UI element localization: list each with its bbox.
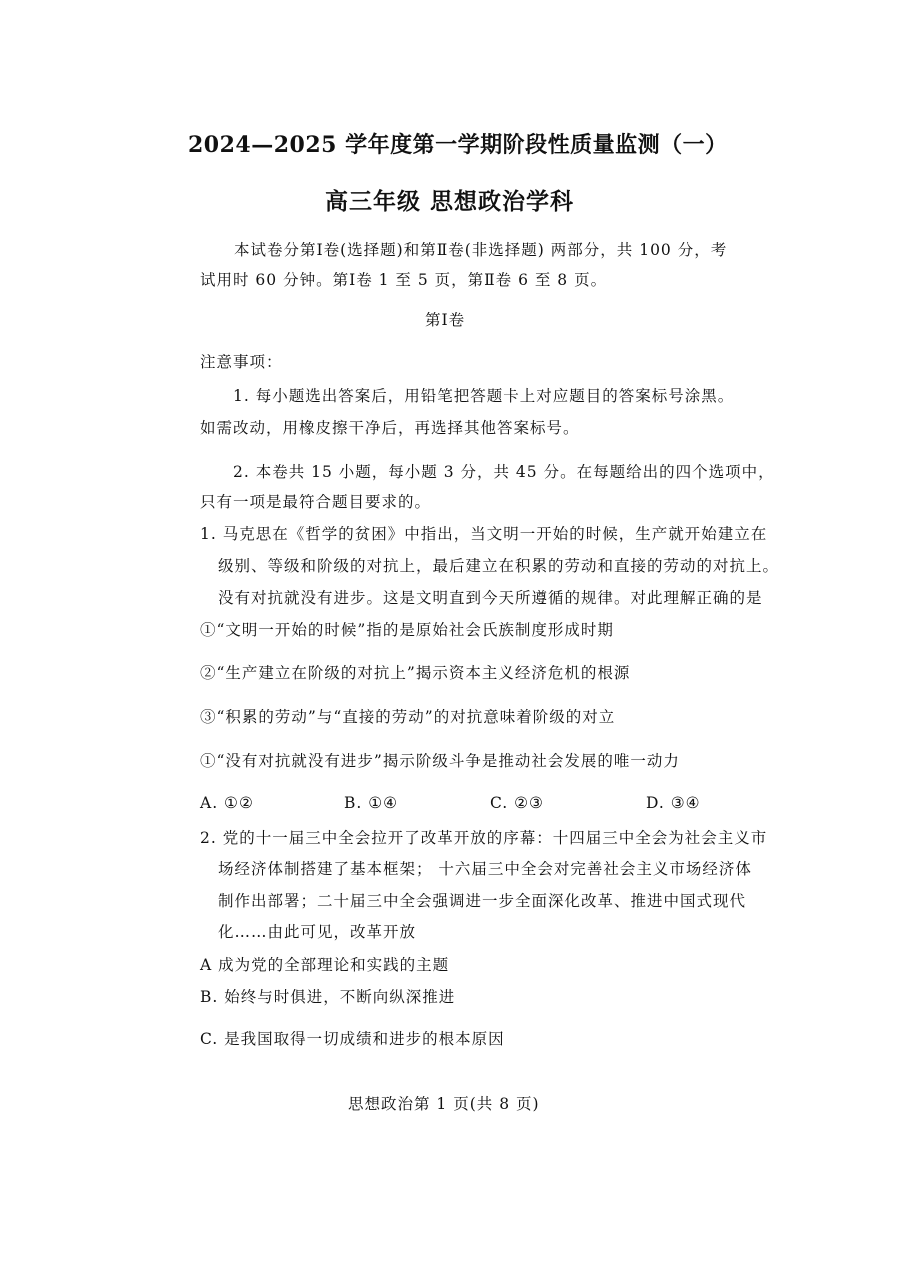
question-1-statement-1: ①“文明一开始的时候”指的是原始社会氏族制度形成时期 <box>200 621 614 639</box>
notice-item-2-line-2: 只有一项是最符合题目要求的。 <box>200 493 432 511</box>
question-1-stem-line-3: 没有对抗就没有进步。这是文明直到今天所遵循的规律。对此理解正确的是 <box>218 589 763 607</box>
intro-line-2: 试用时 60 分钟。第Ⅰ卷 1 至 5 页，第Ⅱ卷 6 至 8 页。 <box>200 271 608 289</box>
question-2-option-a: A 成为党的全部理论和实践的主题 <box>200 956 450 974</box>
question-1-option-b: B. ①④ <box>344 794 399 812</box>
question-1-stem-line-2: 级别、等级和阶级的对抗上，最后建立在积累的劳动和直接的劳动的对抗上。 <box>218 557 780 575</box>
question-1-option-d: D. ③④ <box>646 794 701 812</box>
question-1-option-c: C. ②③ <box>490 794 544 812</box>
notice-item-1-line-1: 1. 每小题选出答案后，用铅笔把答题卡上对应题目的答案标号涂黑。 <box>233 387 735 405</box>
exam-subtitle: 高三年级 思想政治学科 <box>325 188 575 215</box>
notice-heading: 注意事项： <box>200 353 283 371</box>
question-1-statement-2: ②“生产建立在阶级的对抗上”揭示资本主义经济危机的根源 <box>200 664 631 682</box>
notice-item-2-line-1: 2. 本卷共 15 小题，每小题 3 分，共 45 分。在每题给出的四个选项中， <box>233 463 775 481</box>
question-1-option-a: A. ①② <box>200 794 254 812</box>
question-2-option-b: B. 始终与时俱进，不断向纵深推进 <box>200 988 456 1006</box>
section-heading: 第Ⅰ卷 <box>425 311 466 329</box>
question-2-option-c: C. 是我国取得一切成绩和进步的根本原因 <box>200 1030 505 1048</box>
notice-item-1-line-2: 如需改动，用橡皮擦干净后，再选择其他答案标号。 <box>200 419 580 437</box>
page-footer: 思想政治第 1 页(共 8 页) <box>348 1095 540 1113</box>
intro-line-1: 本试卷分第Ⅰ卷(选择题)和第Ⅱ卷(非选择题) 两部分，共 100 分，考 <box>234 241 728 259</box>
question-1-statement-3: ③“积累的劳动”与“直接的劳动”的对抗意味着阶级的对立 <box>200 708 616 726</box>
question-2-stem-line-2: 场经济体制搭建了基本框架； 十六届三中全会对完善社会主义市场经济体 <box>218 860 752 878</box>
question-1-stem-line-1: 1. 马克思在《哲学的贫困》中指出，当文明一开始的时候，生产就开始建立在 <box>200 525 768 543</box>
question-1-statement-4: ①“没有对抗就没有进步”揭示阶级斗争是推动社会发展的唯一动力 <box>200 752 680 770</box>
exam-title: 2024—2025 学年度第一学期阶段性质量监测（一） <box>188 132 728 158</box>
question-2-stem-line-3: 制作出部署；二十届三中全会强调进一步全面深化改革、推进中国式现代 <box>218 892 747 910</box>
question-2-stem-line-4: 化……由此可见，改革开放 <box>218 923 417 941</box>
question-2-stem-line-1: 2. 党的十一届三中全会拉开了改革开放的序幕：十四届三中全会为社会主义市 <box>200 829 768 847</box>
